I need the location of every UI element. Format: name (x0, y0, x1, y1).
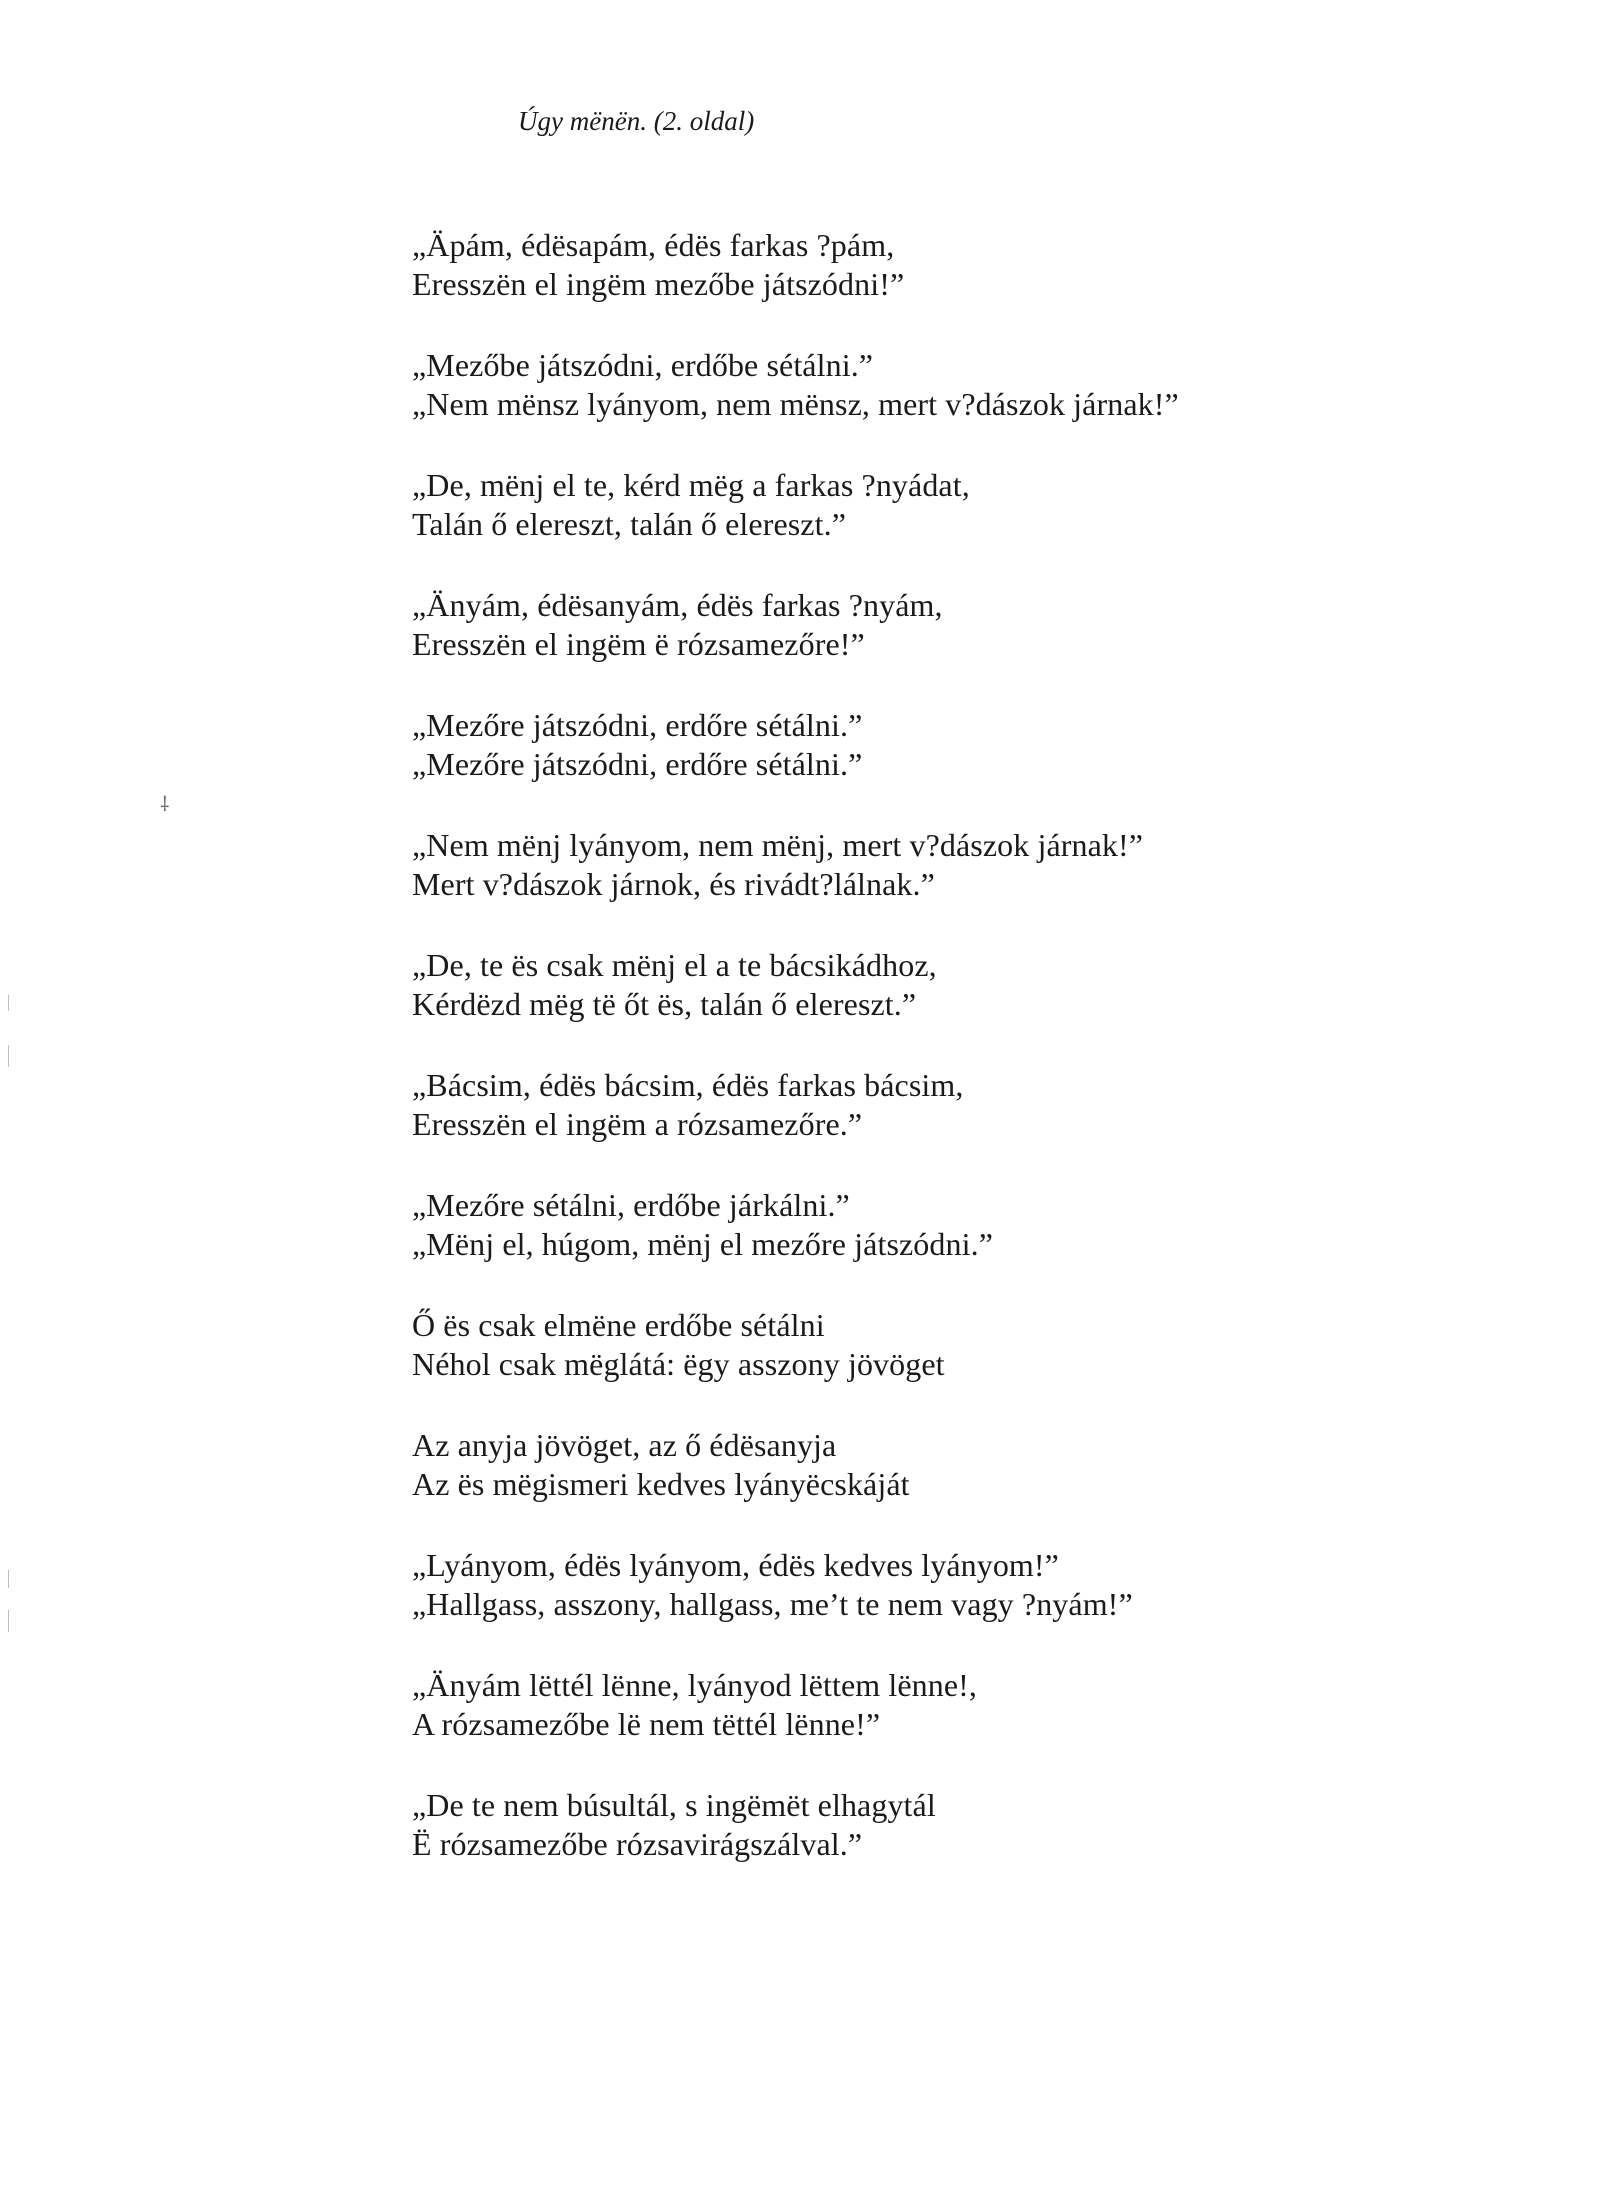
poem-line: „Hallgass, asszony, hallgass, me’t te nem vagy ?nyám!” (412, 1586, 1133, 1622)
poem-line: „Mënj el, húgom, mënj el mezőre játszódni.” (412, 1226, 994, 1262)
stanza-14 (412, 1786, 1512, 1906)
poem-line: „De, te ës csak mënj el a te bácsikádhoz, (412, 947, 937, 983)
stanza-10 (412, 1306, 1512, 1426)
stanza-13 (412, 1666, 1512, 1786)
poem-line: Eresszën el ingëm mezőbe játszódni!” (412, 266, 905, 302)
stanza-11 (412, 1426, 1512, 1546)
poem-line: „Änyám, édësanyám, édës farkas ?nyám, (412, 587, 943, 623)
stanza-12 (412, 1546, 1512, 1666)
poem-line: Talán ő elereszt, talán ő elereszt.” (412, 506, 847, 542)
stanza-7 (412, 946, 1512, 1066)
scan-edge-tick (8, 1045, 9, 1067)
margin-mark-icon: ⸸ (160, 794, 170, 816)
poem-line: „Mezőre sétálni, erdőbe járkálni.” (412, 1187, 850, 1223)
stanza-4 (412, 586, 1512, 706)
poem-line: „De te nem búsultál, s ingëmët elhagytál (412, 1787, 936, 1823)
poem-line: „Lyányom, édës lyányom, édës kedves lyányom!” (412, 1547, 1059, 1583)
stanza-2 (412, 346, 1512, 466)
poem-line: Ő ës csak elmëne erdőbe sétálni (412, 1307, 825, 1343)
poem-line: Néhol csak mëglátá: ëgy asszony jövöget (412, 1346, 945, 1382)
poem-line: „Äpám, édësapám, édës farkas ?pám, (412, 227, 895, 263)
poem-line: Kérdëzd mëg të őt ës, talán ő elereszt.” (412, 986, 917, 1022)
poem-line: „Bácsim, édës bácsim, édës farkas bácsim, (412, 1067, 964, 1103)
stanza-5 (412, 706, 1512, 826)
poem-line: „Mezőbe játszódni, erdőbe sétálni.” (412, 347, 874, 383)
poem-line: „Mezőre játszódni, erdőre sétálni.” (412, 746, 863, 782)
poem-line: Eresszën el ingëm ë rózsamezőre!” (412, 626, 865, 662)
poem-line: „De, mënj el te, kérd mëg a farkas ?nyádat, (412, 467, 970, 503)
poem-line: „Nem mënj lyányom, nem mënj, mert v?dászok járnak!” (412, 827, 1144, 863)
poem-line: „Mezőre játszódni, erdőre sétálni.” (412, 707, 863, 743)
poem-line: „Änyám lëttél lënne, lyányod lëttem lënne!, (412, 1667, 977, 1703)
scan-edge-tick (8, 1610, 9, 1632)
poem-line: Eresszën el ingëm a rózsamezőre.” (412, 1106, 863, 1142)
scan-edge-tick (8, 995, 9, 1011)
scan-edge-tick (8, 1570, 9, 1588)
poem-line: „Nem mënsz lyányom, nem mënsz, mert v?dászok járnak!” (412, 386, 1179, 422)
stanza-6 (412, 826, 1512, 946)
poem-line: Mert v?dászok járnok, és rivádt?lálnak.” (412, 866, 935, 902)
poem-body (412, 226, 1512, 1906)
poem-line: A rózsamezőbe lë nem tëttél lënne!” (412, 1706, 881, 1742)
stanza-3 (412, 466, 1512, 586)
poem-line: Az ës mëgismeri kedves lyányëcskáját (412, 1466, 910, 1502)
poem-line: Az anyja jövöget, az ő édësanyja (412, 1427, 837, 1463)
stanza-1 (412, 226, 1512, 346)
stanza-9 (412, 1186, 1512, 1306)
poem-line: Ë rózsamezőbe rózsavirágszálval.” (412, 1826, 863, 1862)
stanza-8 (412, 1066, 1512, 1186)
page-title: Úgy mënën. (2. oldal) (518, 106, 755, 136)
